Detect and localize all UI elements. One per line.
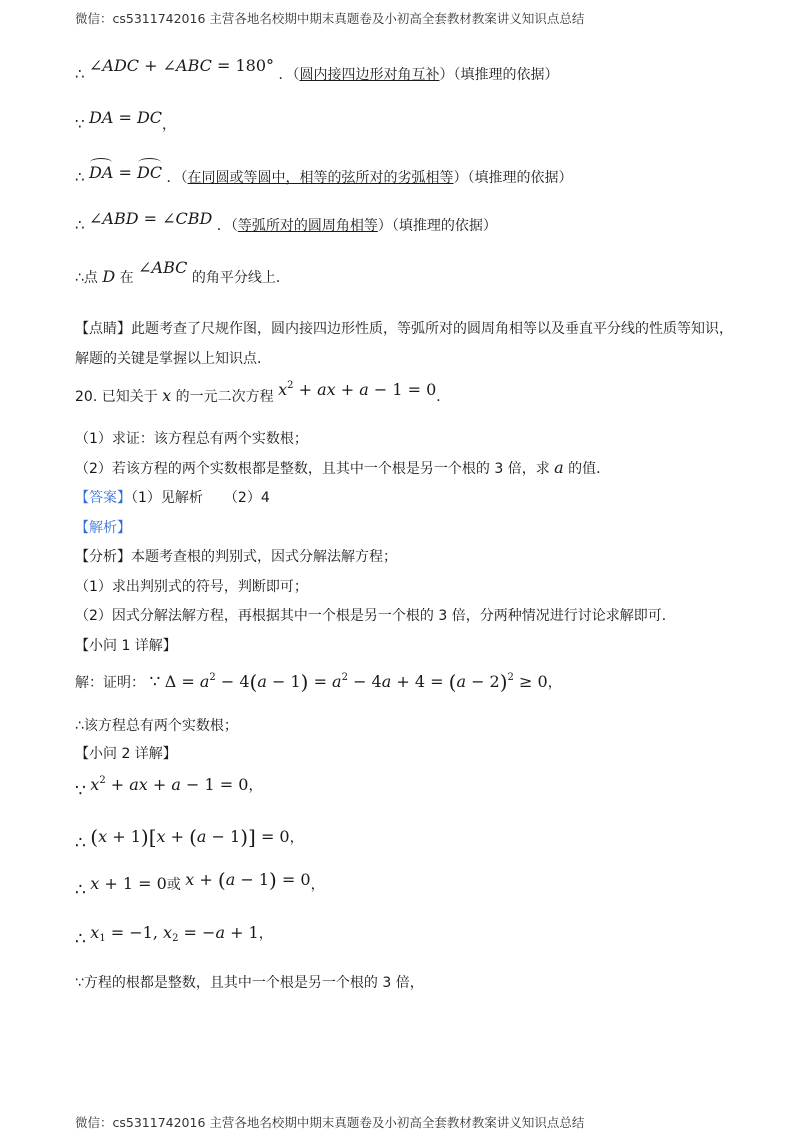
question-20: 20. 已知关于 x 的一元二次方程 $x^2$ + ax + a − 1 = 0．	[75, 380, 451, 405]
reason-1: 圆内接四边形对角互补	[299, 67, 440, 83]
question-20-part-2: （2）若该方程的两个实数根都是整数，且其中一个根是另一个根的 3 倍，求 a 的值．	[75, 458, 611, 477]
analysis-line: 【分析】本题考查根的判别式，因式分解法解方程；	[75, 549, 397, 565]
answer-line: 【答案】（1）见解析 （2）4	[75, 490, 270, 506]
final-line: ∵方程的根都是整数，且其中一个根是另一个根的 3 倍，	[75, 975, 424, 991]
reason-3: 在同圆或等圆中，相等的弦所对的劣弧相等	[187, 170, 454, 186]
conclusion-1: ∴该方程总有两个实数根；	[75, 718, 238, 734]
page-header: 微信：cs5311742016 主营各地名校期中期末真题卷及小初高全套教材教案讲义知识点总结	[75, 11, 585, 26]
equation-line: ∵ $x^2$ + ax + a − 1 = 0，	[75, 775, 263, 801]
analysis-tag: 【解析】	[75, 520, 131, 536]
sub-question-2-heading: 【小问 2 详解】	[75, 746, 177, 762]
reason-4: 等弧所对的圆周角相等	[237, 218, 378, 234]
question-20-part-1: （1）求证：该方程总有两个实数根；	[75, 431, 308, 447]
sub-question-1-heading: 【小问 1 详解】	[75, 638, 177, 654]
factor-line: ∴ (x + 1)[x + (a − 1)] = 0，	[75, 825, 304, 853]
comment-line-2: 解题的关键是掌握以上知识点．	[75, 351, 271, 367]
roots-values-line: ∴ $x_1 = -1$, $x_2 = -a + 1$，	[75, 923, 273, 949]
answer-tag: 【答案】	[75, 490, 131, 506]
line-arc-equal: ∴ DA = DC ．（在同圆或等圆中，相等的弦所对的劣弧相等）（填推理的依据）	[75, 163, 573, 186]
analysis-step-1: （1）求出判别式的符号，判断即可；	[75, 579, 308, 595]
page-footer: 微信：cs5311742016 主营各地名校期中期末真题卷及小初高全套教材教案讲义知识点总结	[75, 1115, 585, 1130]
analysis-step-2: （2）因式分解法解方程，再根据其中一个根是另一个根的 3 倍，分两种情况进行讨论求解即可．	[75, 608, 676, 624]
line-angle-sum: ∴ ∠ADC + ∠ABC = 180° ．（圆内接四边形对角互补）（填推理的依据）	[75, 56, 559, 83]
comment-line-1: 【点睛】此题考查了尺规作图，圆内接四边形性质，等弧所对的圆周角相等以及垂直平分线的性质等知识，	[75, 321, 733, 337]
roots-cases-line: ∴ x + 1 = 0或 x + (a − 1) = 0，	[75, 868, 325, 900]
line-angle-equal: ∴ ∠ABD = ∠CBD ．（等弧所对的圆周角相等）（填推理的依据）	[75, 209, 497, 234]
line-da-dc: ∵ DA = DC，	[75, 108, 177, 133]
line-bisector: ∴点 D 在 ∠ABC 的角平分线上．	[75, 258, 290, 286]
discriminant-line: 解：证明： ∵ $\Delta = a^2 - 4(a - 1) = a^2 - 4a + 4 = (a - 2)^2 \ge 0$，	[75, 670, 562, 694]
